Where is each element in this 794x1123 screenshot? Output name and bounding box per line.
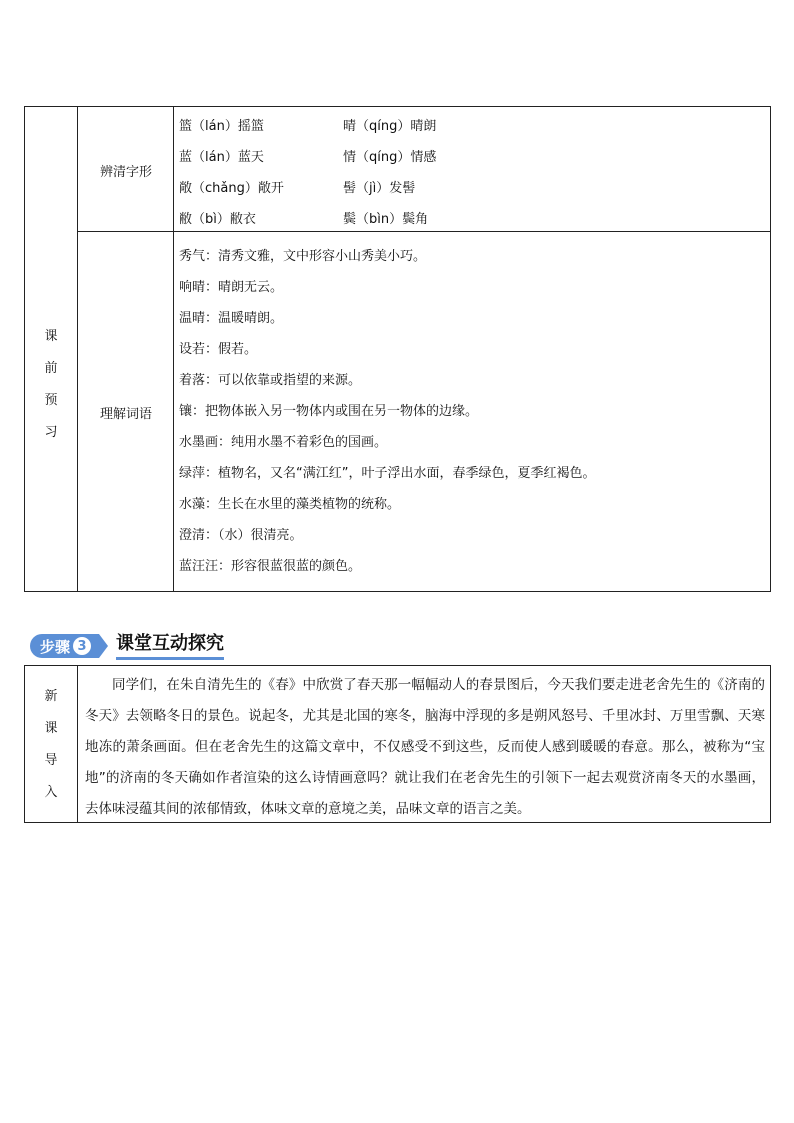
char-item: 髻（jì）发髻 bbox=[343, 181, 416, 196]
char-item: 敝（bì）敝衣 bbox=[179, 212, 256, 227]
category-label-vocab: 理解词语 bbox=[99, 407, 152, 422]
label-char: 新 bbox=[44, 689, 58, 704]
vocab-item: 澄清：（水）很清亮。 bbox=[179, 528, 303, 543]
label-char: 习 bbox=[44, 425, 58, 440]
label-char: 导 bbox=[44, 753, 58, 768]
char-item: 鬓（bìn）鬓角 bbox=[343, 212, 429, 227]
intro-paragraph: 同学们，在朱自清先生的《春》中欣赏了春天那一幅幅动人的春景图后，今天我们要走进老舍先生的《济南的冬天》去领略冬日的景色。说起冬，尤其是北国的寒冬，脑海中浮现的多是朔风怒号、千里冰封、万里雪飘、天寒地冻的萧条画面。但在老舍先生的这篇文章中，不仅感受不到这些，反而使人感到暖暖的春意。那么，被称为“宝地”的济南的冬天确如作者渲染的这么诗情画意吗？就让我们在老舍先生的引领下一起去观赏济南冬天的水墨画，去体味浸蕴其间的浓郁情致，体味文章的意境之美，品味文章的语言之美。 bbox=[85, 677, 765, 817]
vocab-item: 镶：把物体嵌入另一物体内或围在另一物体的边缘。 bbox=[179, 404, 479, 419]
label-char: 课 bbox=[44, 329, 58, 344]
section-label-intro bbox=[25, 681, 77, 809]
step-badge bbox=[30, 634, 99, 658]
step-header bbox=[30, 633, 224, 659]
char-item: 情（qíng）情感 bbox=[343, 150, 437, 165]
label-char: 预 bbox=[44, 393, 58, 408]
char-row bbox=[179, 142, 759, 173]
vocab-item: 响晴：晴朗无云。 bbox=[179, 280, 284, 295]
vocab-item: 绿萍：植物名，又名“满江红”，叶子浮出水面，春季绿色，夏季红褐色。 bbox=[179, 466, 596, 481]
intro-table bbox=[24, 665, 771, 823]
label-char: 入 bbox=[44, 785, 58, 800]
vocab-item: 设若：假若。 bbox=[179, 342, 258, 357]
vocab-item: 水藻：生长在水里的藻类植物的统称。 bbox=[179, 497, 401, 512]
char-row bbox=[179, 204, 759, 235]
char-item: 蓝（lán）蓝天 bbox=[179, 150, 264, 165]
step-number: 3 bbox=[73, 637, 91, 655]
vocab-item: 着落：可以依靠或指望的来源。 bbox=[179, 373, 362, 388]
vocab-item: 蓝汪汪：形容很蓝很蓝的颜色。 bbox=[179, 559, 362, 574]
vocab-item: 温晴：温暖晴朗。 bbox=[179, 311, 284, 326]
step-badge-label: 步骤 bbox=[40, 637, 71, 656]
preview-table bbox=[24, 106, 771, 592]
step-badge-arrow bbox=[99, 634, 108, 658]
vocab-item: 秀气：清秀文雅，文中形容小山秀美小巧。 bbox=[179, 249, 427, 264]
step-title: 课堂互动探究 bbox=[116, 632, 224, 660]
char-item: 篮（lán）摇篮 bbox=[179, 119, 264, 134]
char-grid bbox=[179, 111, 759, 235]
label-char: 前 bbox=[44, 361, 58, 376]
char-item: 晴（qíng）晴朗 bbox=[343, 119, 437, 134]
label-char: 课 bbox=[44, 721, 58, 736]
vocab-item: 水墨画：纯用水墨不着彩色的国画。 bbox=[179, 435, 388, 450]
column-divider bbox=[77, 666, 78, 822]
vocab-list bbox=[179, 241, 769, 582]
char-item: 敞（chǎng）敞开 bbox=[179, 181, 284, 196]
char-row bbox=[179, 111, 759, 142]
category-label-chars: 辨清字形 bbox=[99, 165, 152, 180]
section-label-preview bbox=[25, 321, 77, 449]
char-row bbox=[179, 173, 759, 204]
